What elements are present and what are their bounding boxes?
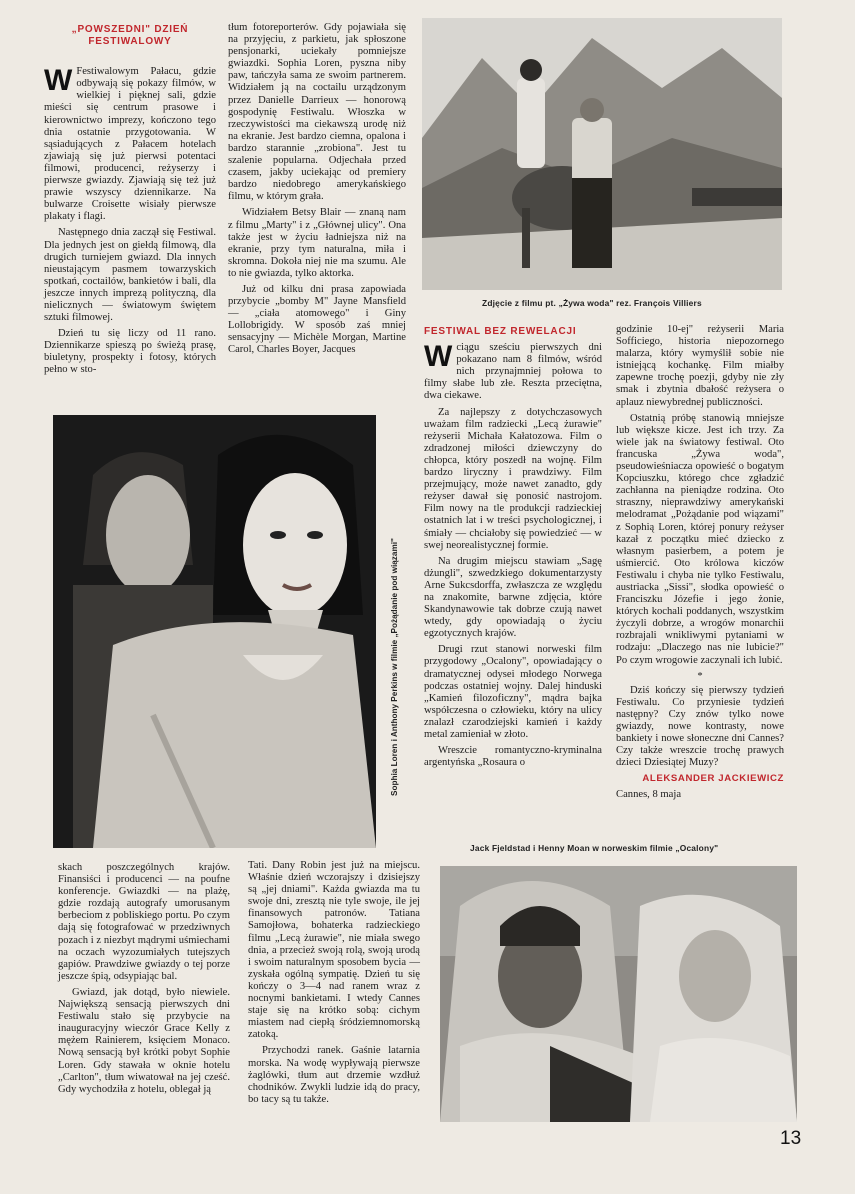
paragraph: Gwiazd, jak dotąd, było niewiele. Największą sensacją pierwszych dni Festiwalu stało się przybycie na inauguracyjny wieczór Grace Kelly z mężem Rainierem, księciem Monaco. Nową sensacją był krótki pobyt Sophie Loren. Gdy stawała w oknie hotelu „Carlton", tłum wiwatował na jej cześć. Gdy wychodziła z hotelu, oblegał ją — [58, 986, 230, 1095]
caption-photo-left: Sophia Loren i Anthony Perkins w filmie „Pożądanie pod wiązami" — [390, 538, 399, 796]
paragraph: tłum fotoreporterów. Gdy pojawiała się na przyjęciu, z parkietu, jak spłoszone pensjonarki, uciekały pomniejsze gwiazdki. Sophia Loren, pyszna niby paw, tańczyła sama ze swoim partnerem. Widziałem ją na coctailu urządzonym przez Danielle Darrieux — honorową gospodynię Festiwalu. Włoszka w rzeczywistości ma ciekawszą urodę niż na ekranie. Jest bardzo ciemna, opalona i bardzo starannie „zrobiona". Jest tu szalenie popularna. Odjechała przed czasem, jakby uciekając od premiery bardzo niedobrego amerykańskiego filmu, w którym grała. — [228, 22, 406, 203]
article2-dropcap: W — [424, 340, 453, 374]
photo-zywa-woda — [422, 18, 782, 290]
photo-ocalony — [440, 866, 797, 1122]
article2-column-1 — [424, 324, 602, 773]
paragraph: Drugi rzut stanowi norweski film przygodowy „Ocalony", opowiadający o dramatycznej odysei młodego Norwega podczas ostatniej wojny. Dalej hinduski „Kamień filozoficzny", mądra bajka współczesna o człowieku, który na ulicy znalazł czarodziejski kamień i każdy metal zamieniał w złoto. — [424, 644, 602, 740]
article2-title: FESTIWAL BEZ REWELACJI — [424, 326, 577, 337]
dateline: Cannes, 8 maja — [616, 789, 682, 801]
article1-column-4 — [248, 860, 420, 1110]
article1-column-1 — [44, 24, 216, 381]
article1-title: „POWSZEDNI" DZIEŃ FESTIWALOWY — [71, 24, 189, 48]
paragraph: Tati. Dany Robin jest już na miejscu. Właśnie dzień wczorajszy i dzisiejszy są „jej dniami". Każda gwiazda ma tu swoje dni, zresztą nie tyle swoje, ile jej finansowych patronów. Tatiana Samojłowa, bohaterka radzieckiego filmu „Lecą żurawie", nie miała swego dnia, a przecież swoją rolą, swoją urodą i swoim naturalnym sposobem bycia — zyskała ogólną sympatię. Dzień tu się kończy o 3—4 nad ranem wraz z nocnymi bankietami. I wtedy Cannes staje się na krótko sobą: cichym miastem nad ciepłą śródziemnomorską zatoką. — [248, 860, 420, 1041]
article2-column-2 — [616, 324, 784, 806]
caption-photo-bottom: Jack Fjeldstad i Henny Moan w norweskim filmie „Ocalony" — [470, 843, 719, 853]
paragraph: Następnego dnia zaczął się Festiwal. Dla jednych jest on giełdą filmową, dla drugich turniejem gwiazd. Dla innych nieustającym pasmem towarzyskich spotkań, coctailów, bankietów i bali, dla jeszcze innych imprezą polityczną, dla nielicznych — światowym świętem sztuki filmowej. — [44, 227, 216, 324]
photo-pozadanie-pod-wiazami — [53, 415, 376, 848]
paragraph: ciągu sześciu pierwszych dni pokazano nam 8 filmów, wśród nich przynajmniej połowa to filmy słabe lub złe. Reszta przeciętna, dwa ciekawe. — [424, 342, 602, 402]
paragraph: skach poszczególnych krajów. Finansiści i producenci — na poufne konferencje. Gwiazdki — na plażę, gdzie rozdają autografy umorusanym berbeciom z pobliskiego portu. Po czym dają się fotografować w przedziwnych pozach i z niezbyt mądrymi uśmiechami na oczach wyzozumiałych tutejszych gapiów. Prawdziwe gwiazdy o tej porze jeszcze śpią, odsypiając bal. — [58, 862, 230, 982]
paragraph: Ostatnią próbę stanowią mniejsze lub większe kicze. Jest ich trzy. Za wiele jak na światowy festiwal. Oto francuska „Żywa woda", pseudowieśniacza opowieść o bogatym Kopciuszku, którego chce zgładzić zachłanna na pieniądze rodzina. Oto straszny, nieprawdziwy amerykański melodramat „Pożądanie pod wiązami" z Sophią Loren, której ponury reżyser kazał z początku mieć dziecko z własnym pasierbem, a potem je uśmiercić. Oto królowa kiczów Festiwalu i chyba nie tylko Festiwalu, austriacka „Sissi", słodka opowieść o Franciszku Józefie i jego żonie, których kochali poddanych, wszystkim życzyli dobrze, a wrogów monarchii rozbrajali wnikliwymi pytaniami w rodzaju: „Dlaczego nas nie lubicie?" Po czym wrogowie zaczynali ich lubić. — [616, 412, 784, 666]
page-number: 13 — [780, 1128, 802, 1149]
photo-ocalony-image — [440, 866, 797, 1122]
author-signature: ALEKSANDER JACKIEWICZ — [642, 773, 784, 785]
article1-column-3 — [58, 862, 230, 1100]
paragraph: Dzień tu się liczy od 11 rano. Dziennikarze spieszą po świeżą prasę, biuletyny, prospekty i fotosy, których pełno w sto- — [44, 328, 216, 376]
paragraph: Na drugim miejscu stawiam „Sagę dżungli", szwedzkiego dokumentarzysty Arne Sukcsdorffa, zwłaszcza ze względu na znakomite, barwne zdjęcia, które Skandynawowie tak dobrze czują nawet wtedy, gdy opowiadają o życiu egzotycznych krajów. — [424, 555, 602, 640]
article1-column-2 — [228, 22, 406, 361]
paragraph: Wreszcie romantyczno-kryminalna argentyńska „Rosaura o — [424, 745, 602, 769]
paragraph: Festiwalowym Pałacu, gdzie odbywają się pokazy filmów, w wielkiej i pięknej sali, gdzie mieści się centrum prasowe i kierownictwo imprezy, kończono tego dnia ostatnie przygotowania. W sąsiadujących z Pałacem hotelach zjawiają się już pierwsi potentaci filmowi, producenci, reżyserzy i pierwsze gwiazdy. Zjawiają się też już prawie wszyscy dziennikarze. Na bulwarze Croisette wisiały pierwsze plakaty i flagi. — [44, 66, 216, 223]
photo-pozadanie-image — [53, 415, 376, 848]
paragraph: Widziałem Betsy Blair — znaną nam z filmu „Marty" i z „Głównej ulicy". Ona także jest w życiu ładniejsza niż na ekranie, przy tym naturalna, miła i skromna. Dokoła niej nie ma szumu. Ale to nie gwiazda, tylko aktorka. — [228, 207, 406, 279]
article1-dropcap: W — [44, 64, 73, 98]
caption-photo-top: Zdjęcie z filmu pt. „Żywa woda" rez. François Villiers — [482, 298, 702, 308]
photo-zywa-woda-image — [422, 18, 782, 290]
paragraph: Za najlepszy z dotychczasowych uważam film radziecki „Lecą żurawie" reżyserii Michała Kałatozowa. Film o zdradzonej miłości dziewczyny do chłopca, który poszedł na wojnę. Film bardzo liryczny i prawdziwy. Film przejmujący, może nawet zanadto, gdy reżyser dawał się ponosić nastrojom. Film nowy na tle produkcji radzieckiej ostatnich lat i w treści psychologicznej, i śmiały — chciałoby się powiedzieć — w swej neorealistycznej formie. — [424, 406, 602, 551]
paragraph: Dziś kończy się pierwszy tydzień Festiwalu. Co przyniesie tydzień następny? Czy znów tylko nowe gwiazdy, nowe kontrasty, nowe bankiety i nowe słoneczne dni Cannes? Czy także wreszcie trochę prawych dzieci Dziesiątej Muzy? — [616, 684, 784, 769]
section-separator: * — [697, 670, 703, 682]
paragraph: godzinie 10-ej" reżyserii Maria Sofficiego, historia niepozornego malarza, który wymyślił sobie nie istniejącą kochankę. Film miałby zapewne trochę poezji, gdyby nie zły smak i zbytnia dbałość reżysera o aplauz niewybrednej publiczności. — [616, 324, 784, 408]
paragraph: Przychodzi ranek. Gaśnie latarnia morska. Na wodę wypływają pierwsze żaglówki, tłum aut drzemie wzdłuż chodników. Zwykli ludzie idą do pracy, bo tacy są tu także. — [248, 1045, 420, 1105]
paragraph: Już od kilku dni prasa zapowiada przybycie „bomby M" Jayne Mansfield — „ciała atomowego" i Giny Lollobrigidy. W sposób zaś mniej sensacyjny — Michèle Morgan, Martine Carol, Charles Boyer, Jacques — [228, 283, 406, 356]
